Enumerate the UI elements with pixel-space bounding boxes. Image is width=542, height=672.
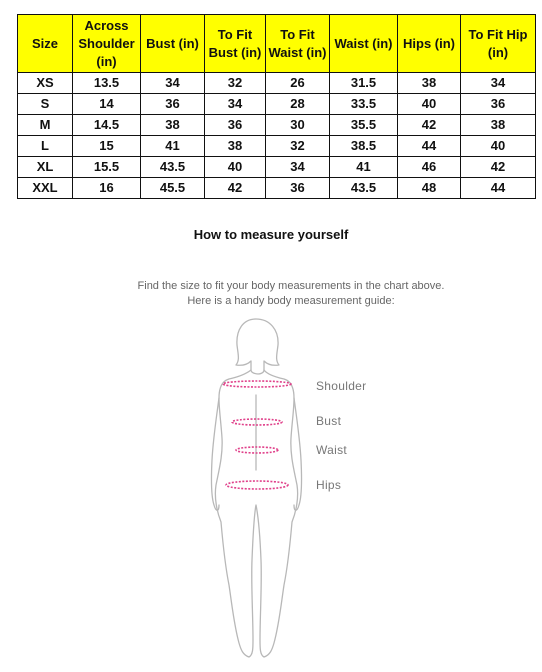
- cell-bust: 41: [141, 136, 205, 157]
- cell-across-shoulder: 15.5: [73, 157, 141, 178]
- cell-to-fit-waist: 26: [266, 73, 330, 94]
- cell-waist: 33.5: [330, 94, 398, 115]
- cell-to-fit-waist: 32: [266, 136, 330, 157]
- cell-to-fit-bust: 36: [205, 115, 266, 136]
- label-hips: Hips: [316, 478, 342, 492]
- table-row: [18, 178, 536, 199]
- table-header-row: [18, 15, 536, 73]
- label-shoulder: Shoulder: [316, 379, 367, 393]
- figure-head: [236, 319, 279, 374]
- body-measurement-figure: [195, 315, 315, 665]
- col-header-bust: Bust (in): [141, 15, 205, 73]
- cell-size: XL: [18, 157, 73, 178]
- cell-to-fit-hip: 42: [461, 157, 536, 178]
- table-row: [18, 94, 536, 115]
- cell-waist: 31.5: [330, 73, 398, 94]
- cell-to-fit-hip: 40: [461, 136, 536, 157]
- cell-waist: 41: [330, 157, 398, 178]
- cell-hips: 46: [398, 157, 461, 178]
- guide-intro-line-1: Find the size to fit your body measurements in the chart above.: [137, 280, 445, 292]
- col-header-waist: Waist (in): [330, 15, 398, 73]
- cell-to-fit-bust: 34: [205, 94, 266, 115]
- cell-size: XS: [18, 73, 73, 94]
- cell-across-shoulder: 14.5: [73, 115, 141, 136]
- table-row: [18, 115, 536, 136]
- cell-waist: 38.5: [330, 136, 398, 157]
- table-row: [18, 136, 536, 157]
- cell-to-fit-bust: 32: [205, 73, 266, 94]
- shoulder-measure-line: [223, 381, 291, 387]
- col-header-to-fit-bust: To Fit Bust (in): [205, 15, 266, 73]
- cell-to-fit-bust: 42: [205, 178, 266, 199]
- label-waist: Waist: [316, 443, 348, 457]
- section-heading: How to measure yourself: [193, 227, 349, 242]
- cell-to-fit-waist: 30: [266, 115, 330, 136]
- col-header-hips: Hips (in): [398, 15, 461, 73]
- col-header-size: Size: [18, 15, 73, 73]
- cell-bust: 36: [141, 94, 205, 115]
- cell-hips: 48: [398, 178, 461, 199]
- cell-across-shoulder: 14: [73, 94, 141, 115]
- table-row: [18, 73, 536, 94]
- cell-to-fit-waist: 34: [266, 157, 330, 178]
- cell-hips: 38: [398, 73, 461, 94]
- label-bust: Bust: [316, 414, 342, 428]
- col-header-across-shoulder: Across Shoulder (in): [73, 15, 141, 73]
- cell-to-fit-waist: 28: [266, 94, 330, 115]
- cell-to-fit-bust: 40: [205, 157, 266, 178]
- cell-to-fit-hip: 34: [461, 73, 536, 94]
- cell-across-shoulder: 13.5: [73, 73, 141, 94]
- guide-intro-line-2: Here is a handy body measurement guide:: [187, 295, 395, 307]
- col-header-to-fit-waist: To Fit Waist (in): [266, 15, 330, 73]
- cell-bust: 34: [141, 73, 205, 94]
- cell-size: L: [18, 136, 73, 157]
- bust-measure-line: [232, 419, 282, 425]
- col-header-to-fit-hip: To Fit Hip (in): [461, 15, 536, 73]
- cell-to-fit-waist: 36: [266, 178, 330, 199]
- cell-bust: 45.5: [141, 178, 205, 199]
- hips-measure-line: [226, 481, 288, 489]
- cell-size: XXL: [18, 178, 73, 199]
- cell-across-shoulder: 16: [73, 178, 141, 199]
- cell-size: M: [18, 115, 73, 136]
- cell-to-fit-hip: 36: [461, 94, 536, 115]
- cell-waist: 35.5: [330, 115, 398, 136]
- guide-intro: [100, 279, 482, 309]
- cell-hips: 40: [398, 94, 461, 115]
- cell-size: S: [18, 94, 73, 115]
- cell-to-fit-hip: 38: [461, 115, 536, 136]
- cell-hips: 42: [398, 115, 461, 136]
- cell-waist: 43.5: [330, 178, 398, 199]
- cell-across-shoulder: 15: [73, 136, 141, 157]
- waist-measure-line: [236, 447, 278, 453]
- cell-bust: 43.5: [141, 157, 205, 178]
- cell-to-fit-hip: 44: [461, 178, 536, 199]
- table-row: [18, 157, 536, 178]
- cell-bust: 38: [141, 115, 205, 136]
- size-chart-table: [17, 14, 536, 199]
- cell-hips: 44: [398, 136, 461, 157]
- cell-to-fit-bust: 38: [205, 136, 266, 157]
